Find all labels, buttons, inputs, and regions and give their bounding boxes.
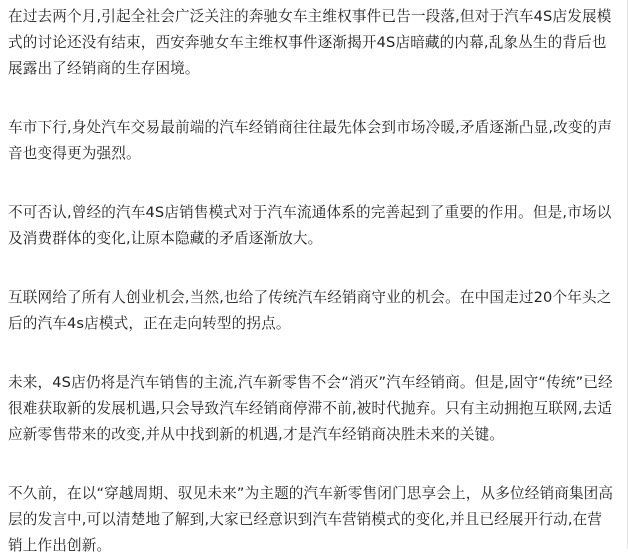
article-paragraph: 互联网给了所有人创业机会,当然,也给了传统汽车经销商守业的机会。在中国走过20个年头之后的汽车4s店模式，正在走向转型的拐点。 <box>8 289 612 332</box>
article-paragraph: 不可否认,曾经的汽车4S店销售模式对于汽车流通体系的完善起到了重要的作用。但是,市场以及消费群体的变化,让原本隐藏的矛盾逐渐放大。 <box>8 204 612 247</box>
article-paragraph: 不久前，在以“穿越周期、驭见未来”为主题的汽车新零售闭门思享会上，从多位经销商集团高层的发言中,可以清楚地了解到,大家已经意识到汽车营销模式的变化,并且已经展开行动,在营销上作出创新。 <box>8 485 614 554</box>
article-paragraph: 未来，4S店仍将是汽车销售的主流,汽车新零售不会“消灭”汽车经销商。但是,固守“传统”已经很难获取新的发展机遇,只会导致汽车经销商停滞不前,被时代抛弃。只有主动拥抱互联网,去适应新零售带来的改变,并从中找到新的机遇,才是汽车经销商决胜未来的关键。 <box>8 374 613 443</box>
article-paragraph: 车市下行,身处汽车交易最前端的汽车经销商往往最先体会到市场冷暖,矛盾逐渐凸显,改变的声音也变得更为强烈。 <box>8 119 613 162</box>
article-paragraph: 在过去两个月,引起全社会广泛关注的奔驰女车主维权事件已告一段落,但对于汽车4S店发展模式的讨论还没有结束，西安奔驰女车主维权事件逐渐揭开4S店暗藏的内幕,乱象丛生的背后也展露出了经销商的生存困境。 <box>8 8 612 77</box>
